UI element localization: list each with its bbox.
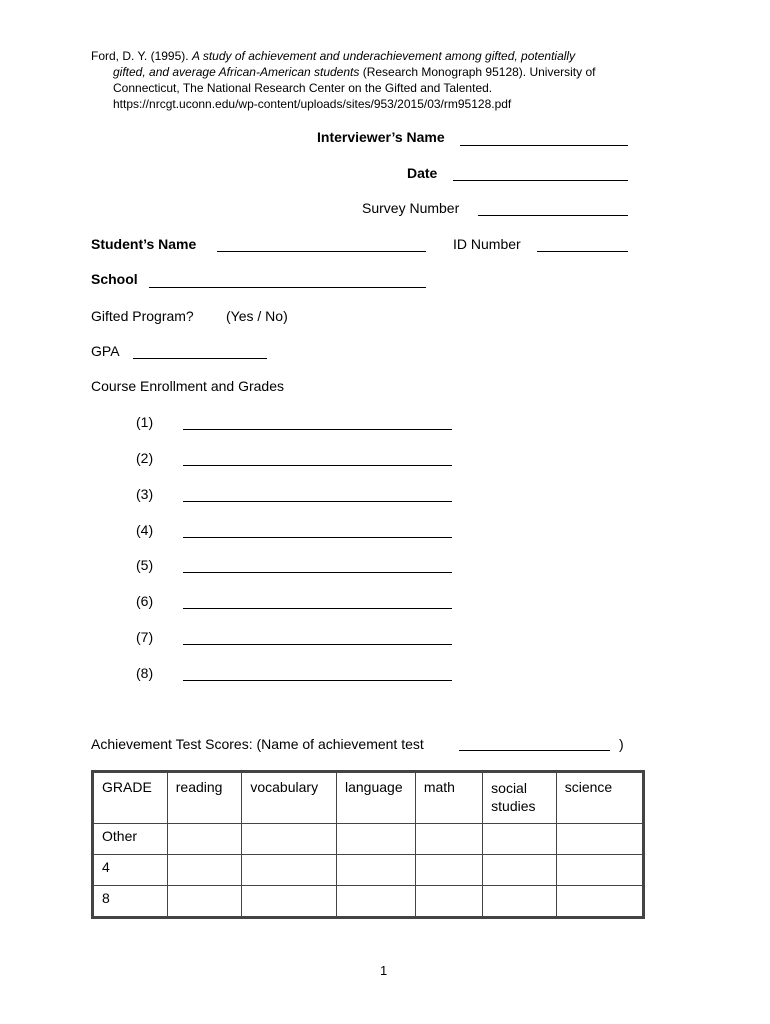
gpa-field[interactable]	[133, 358, 267, 359]
score-cell[interactable]	[242, 855, 337, 886]
score-cell[interactable]	[242, 886, 337, 918]
course-field-6[interactable]	[183, 608, 452, 609]
score-cell[interactable]	[337, 886, 416, 918]
citation-title-line2: gifted, and average African-American students	[113, 65, 360, 79]
row-label: Other	[93, 824, 168, 855]
score-cell[interactable]	[167, 886, 242, 918]
score-cell[interactable]	[556, 886, 643, 918]
course-field-8[interactable]	[183, 680, 452, 681]
column-header: GRADE	[93, 772, 168, 824]
course-number: (2)	[136, 450, 154, 466]
score-cell[interactable]	[337, 855, 416, 886]
score-cell[interactable]	[483, 886, 557, 918]
score-cell[interactable]	[242, 824, 337, 855]
row-label: 8	[93, 886, 168, 918]
gpa-label: GPA	[91, 343, 120, 359]
citation-url[interactable]: https://nrcgt.uconn.edu/wp-content/uploads/sites/953/2015/03/rm95128.pdf	[113, 97, 512, 111]
column-header: vocabulary	[242, 772, 337, 824]
interviewer-name-field[interactable]	[460, 145, 628, 146]
course-number: (5)	[136, 557, 154, 573]
score-cell[interactable]	[415, 886, 482, 918]
score-cell[interactable]	[483, 824, 557, 855]
course-field-7[interactable]	[183, 644, 452, 645]
school-field[interactable]	[149, 287, 426, 288]
achievement-test-name-field[interactable]	[459, 750, 610, 751]
citation-authors: Ford, D. Y. (1995).	[91, 49, 192, 63]
score-cell[interactable]	[167, 824, 242, 855]
score-cell[interactable]	[337, 824, 416, 855]
course-number: (1)	[136, 414, 154, 430]
course-number: (4)	[136, 522, 154, 538]
score-cell[interactable]	[483, 855, 557, 886]
date-label: Date	[407, 165, 438, 181]
course-number: (3)	[136, 486, 154, 502]
citation-publisher: (Research Monograph 95128). University of	[359, 65, 596, 79]
id-number-field[interactable]	[537, 251, 628, 252]
score-cell[interactable]	[556, 824, 643, 855]
column-header: language	[337, 772, 416, 824]
score-cell[interactable]	[415, 855, 482, 886]
column-header: reading	[167, 772, 242, 824]
course-field-5[interactable]	[183, 572, 452, 573]
date-field[interactable]	[453, 180, 628, 181]
table-row	[93, 855, 644, 886]
citation-line3: Connecticut, The National Research Center on the Gifted and Talented.	[113, 81, 493, 95]
column-header: science	[556, 772, 643, 824]
student-name-label: Student’s Name	[91, 236, 197, 252]
course-number: (6)	[136, 593, 154, 609]
course-field-1[interactable]	[183, 429, 452, 430]
course-number: (8)	[136, 665, 154, 681]
table-row	[93, 824, 644, 855]
gifted-program-label: Gifted Program?	[91, 308, 194, 324]
course-number: (7)	[136, 629, 154, 645]
column-header: math	[415, 772, 482, 824]
interviewer-name-label: Interviewer’s Name	[317, 129, 445, 145]
citation-title-line1: A study of achievement and underachievement among gifted, potentially	[191, 49, 576, 63]
course-field-3[interactable]	[183, 501, 452, 502]
survey-number-field[interactable]	[478, 215, 628, 216]
achievement-test-label: Achievement Test Scores: (Name of achievement test	[91, 736, 424, 752]
survey-number-label: Survey Number	[362, 200, 460, 216]
id-number-label: ID Number	[453, 236, 521, 252]
school-label: School	[91, 271, 138, 287]
achievement-close-paren: )	[619, 736, 624, 752]
citation	[91, 48, 691, 112]
column-header: social studies	[483, 772, 557, 824]
table-header-row	[93, 772, 644, 824]
row-label: 4	[93, 855, 168, 886]
course-enrollment-heading: Course Enrollment and Grades	[91, 378, 284, 394]
score-cell[interactable]	[415, 824, 482, 855]
course-field-4[interactable]	[183, 537, 452, 538]
course-field-2[interactable]	[183, 465, 452, 466]
table-row	[93, 886, 644, 918]
score-cell[interactable]	[556, 855, 643, 886]
student-name-field[interactable]	[217, 251, 426, 252]
gifted-program-options[interactable]: (Yes / No)	[226, 308, 288, 324]
page-number: 1	[380, 963, 388, 978]
score-cell[interactable]	[167, 855, 242, 886]
achievement-scores-table	[91, 770, 645, 919]
